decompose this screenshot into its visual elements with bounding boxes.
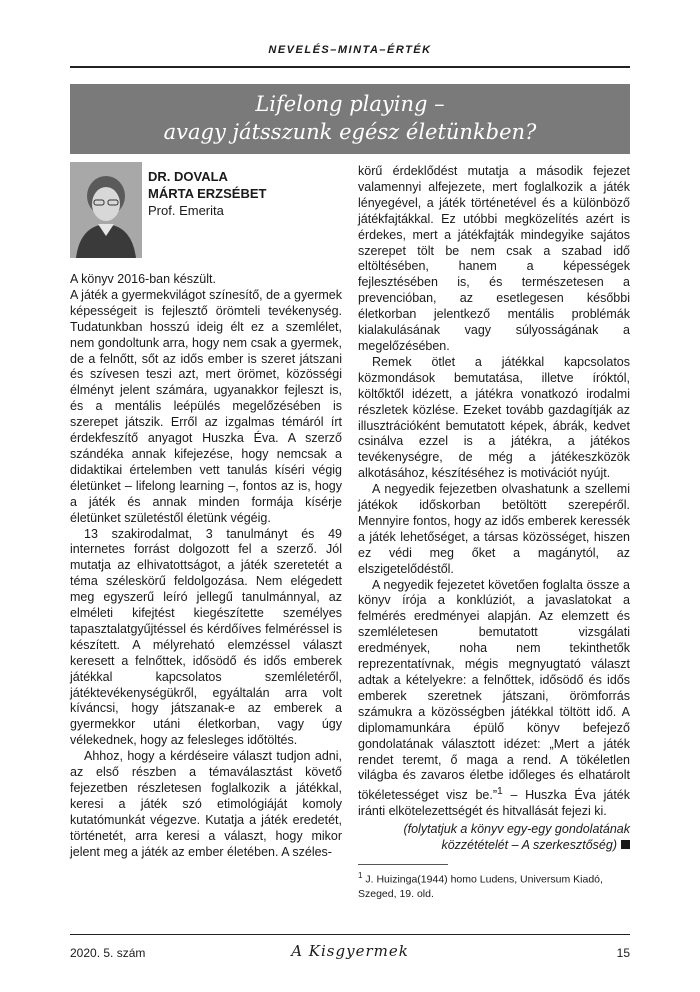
footnote: [358, 869, 630, 901]
paragraph: [358, 578, 630, 821]
editor-note: [358, 822, 630, 854]
author-name-line-2: MÁRTA ERZSÉBET: [148, 186, 267, 201]
footer-divider: [70, 934, 630, 935]
paragraph: A játék a gyermekvilágot színesítő, de a gyermek képességeit is fejlesztő örömteli tevékenység. Tudatunkban hosszú ideig élt ez a szemlélet, nem gondoltunk arra, hogy nem csak a gyermek, de a felnőtt, sőt az idős ember is szeret játszani és szívesen teszi azt, mert örömet, közösségi élményt jelent számára, ugyanakkor fejleszt is, és a mentális leépülés megelőzésében is szerepet játszik. Erről az izgalmas témáról írt érdekfeszítő anyagot Huszka Éva. A szerző szándéka annak kifejezése, hogy nemcsak a didaktikai értelemben vett tanulás kíséri végig életünket – lifelong learning –, fontos az is, hogy a játék és annak minden formája kísérje életünket születéstől életünk végéig.: [70, 287, 342, 525]
paragraph-text-tail: – Huszka Éva játék iránti elkötelezettségét és hitvallását fejezi ki.: [358, 788, 631, 819]
title-line-1: Lifelong playing –: [255, 92, 445, 116]
title-line-2: avagy játsszunk egész életünkben?: [163, 120, 537, 144]
paragraph: Ahhoz, hogy a kérdéseire választ tudjon adni, az első részben a témaválasztást követő fejezetben részletesen foglalkozik a játékkal, keresi a játék szó etimológiáját komoly kutatómunkát végezve. Kutatja a játék eredetét, történetét, arra keresi a választ, hogy mikor jelent meg a játék az ember életében. A széles-: [70, 749, 342, 859]
end-square-icon: [621, 840, 630, 849]
paragraph: 13 szakirodalmat, 3 tanulmányt és 49 internetes forrást dolgozott fel a szerző. Jól mutatja az elhivatottságot, a játék szeretetét a téma széleskörű feldolgozása. Nem elégedett meg egyszerű leíró jellegű tanulmánnyal, az elméleti kifejtést kiegészítette személyes tapasztalatgyűjtéssel és kérdőíves felméréssel is készített. A mélyreható elemzéssel választ keresett a felnőttek, idősödő és idős emberek játékkal kapcsolatos szemléletéről, játéktevékenységükről, egyáltalán arra volt kíváncsi, hogy játszanak-e az emberek a gyermekkor utáni életkorban, vagy úgy vélekednek, hogy az felesleges időtöltés.: [70, 526, 342, 748]
author-block: [148, 168, 266, 219]
footnote-reference: 1: [497, 786, 503, 798]
paragraph: A negyedik fejezetben olvashatunk a szellemi játékok időskorban betöltött szerepéről. Mennyire fontos, hogy az idős emberek keressék a játék lehetőséget, a társas közösséget, hiszen ez védi meg őket a magánytól, az elszigetelődéstől.: [358, 482, 630, 576]
header-divider: [70, 66, 630, 68]
left-column: [70, 272, 342, 861]
paragraph: körű érdeklődést mutatja a második fejezet valamennyi alfejezete, mert foglalkozik a játék lényegével, a játék történetével és a különböző játékfajtákkal. Ez utóbbi megközelítés azért is érdekes, mert a játékfajták mindegyike sajátos szerepet tölt be nem csak a szabad idő eltöltésében, hanem a képességek fejlesztésében is, és természetesen a prevencióban, az esetlegesen későbbi életkorban jelentkező mentális problémák kialakulásának vagy súlyosságának a megelőzésében.: [358, 164, 630, 353]
section-header: NEVELÉS–MINTA–ÉRTÉK: [268, 44, 432, 56]
author-name-line-1: DR. DOVALA: [148, 169, 228, 184]
page-number: 15: [616, 946, 630, 960]
magazine-name: A Kisgyermek: [291, 942, 409, 960]
footnote-text: J. Huizinga(1944) homo Ludens, Universum Kiadó, Szeged, 19. old.: [358, 873, 603, 900]
paragraph: Remek ötlet a játékkal kapcsolatos közmondások bemutatása, illetve íróktól, költőktől idézett, a játékra vonatkozó irodalmi részletek közlése. Ezeket tovább gazdagítják az illusztrációként bemutatott képek, ábrák, kedvet csinálva ezzel is a játékra, a játékos tevékenységre, de még a játékeszközök alkotásához, készítéséhez is motivációt nyújt.: [358, 354, 630, 481]
footnote-divider: [358, 864, 448, 865]
issue-label: 2020. 5. szám: [70, 946, 146, 960]
footnote-number: 1: [358, 871, 363, 881]
author-role: Prof. Emerita: [148, 203, 224, 218]
author-photo: [70, 162, 142, 258]
paragraph-text: A negyedik fejezetet követően foglalta össze a könyv írója a konklúziót, a javaslatokat a felmérés eredményei alapján. Az elemzett és szemléletesen bemutatott vizsgálati eredmények, noha nem tekinthetők reprezentatívnak, mégis megnyugtató választ adtak a kételyekre: a felnőttek, idősödő és idős emberek szeretnek játszani, örömforrás számukra a közösségben játékkal töltött idő. A diplomamunkára épülő könyv befejező gondolatának választott idézet: „Mert a játék rendet teremt, ő maga a rend. A tökéletlen világba és zavaros életbe időleges és elhatárolt tökéletességet visz be.”: [358, 577, 630, 803]
paragraph: A könyv 2016-ban készült.: [70, 272, 216, 286]
title-banner: [70, 84, 630, 154]
right-column: [358, 164, 630, 901]
editor-note-text: (folytatjuk a könyv egy-egy gondolatának közzétételét – A szerkesztőség): [403, 822, 630, 853]
author-portrait-icon: [70, 162, 142, 258]
